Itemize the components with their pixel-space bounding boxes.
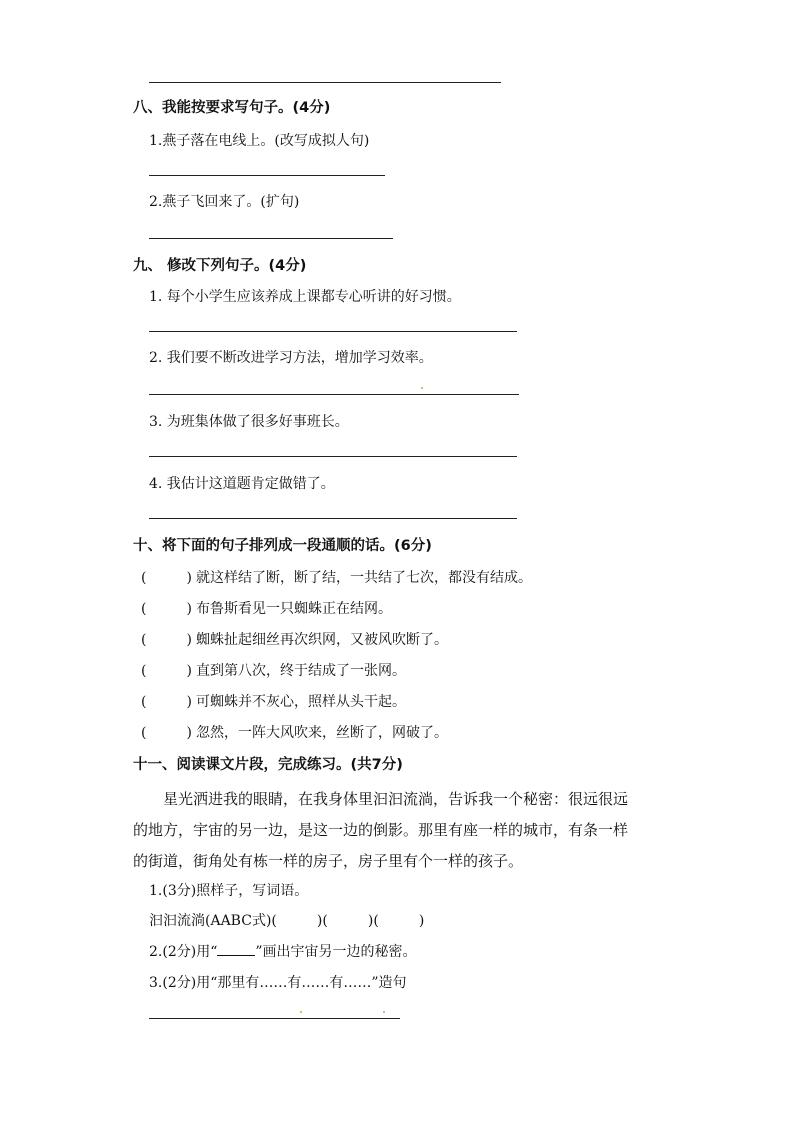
passage-line-2: 的地方，宇宙的另一边，是这一边的倒影。那里有座一样的城市，有条一样 bbox=[133, 821, 629, 839]
order-bracket[interactable]: ( ) bbox=[141, 663, 192, 679]
section-11-title: 十一、阅读课文片段，完成练习。(共7分) bbox=[133, 757, 403, 773]
passage-line-1: 星光洒进我的眼睛，在我身体里汩汩流淌，告诉我一个秘密：很远很远 bbox=[163, 790, 629, 808]
section-8-title: 八、我能按要求写句子。(4分) bbox=[133, 100, 331, 116]
s11-question-2 bbox=[149, 941, 417, 961]
answer-line[interactable] bbox=[149, 394, 519, 395]
answer-line[interactable] bbox=[149, 1018, 400, 1019]
s11-question-2-suffix: ”画出宇宙另一边的秘密。 bbox=[255, 944, 417, 960]
s9-question-1: 1. 每个小学生应该养成上课都专心听讲的好习惯。 bbox=[149, 289, 461, 305]
order-item bbox=[141, 629, 448, 649]
s8-question-1: 1.燕子落在电线上。(改写成拟人句) bbox=[149, 133, 370, 149]
s11-question-1: 1.(3分)照样子，写词语。 bbox=[149, 883, 309, 899]
order-item-text: 直到第八次，终于结成了一张网。 bbox=[195, 663, 406, 679]
answer-line[interactable] bbox=[149, 175, 385, 176]
s9-question-3: 3. 为班集体做了很多好事班长。 bbox=[149, 414, 349, 430]
order-item bbox=[141, 691, 406, 711]
answer-line[interactable] bbox=[149, 456, 517, 457]
answer-line[interactable] bbox=[149, 82, 501, 83]
mark-dot bbox=[300, 1011, 302, 1013]
order-bracket[interactable]: ( ) bbox=[141, 725, 192, 741]
answer-line[interactable] bbox=[149, 518, 517, 519]
s11-question-1-example[interactable]: 汩汩流淌(AABC式)( )( )( ) bbox=[149, 913, 425, 929]
s11-question-2-prefix: 2.(2分)用“ bbox=[149, 944, 218, 960]
s11-question-3: 3.(2分)用“那里有……有……有……”造句 bbox=[149, 975, 407, 991]
mark-dot bbox=[421, 387, 423, 389]
passage-line-3: 的街道，街角处有栋一样的房子，房子里有个一样的孩子。 bbox=[133, 852, 524, 870]
order-item bbox=[141, 598, 392, 618]
mark-dot bbox=[383, 1011, 385, 1013]
answer-line[interactable] bbox=[149, 238, 393, 239]
order-bracket[interactable]: ( ) bbox=[141, 632, 192, 648]
order-item-text: 就这样结了断，断了结，一共结了七次，都没有结成。 bbox=[195, 570, 532, 586]
order-item-text: 布鲁斯看见一只蜘蛛正在结网。 bbox=[195, 601, 392, 617]
order-bracket[interactable]: ( ) bbox=[141, 694, 192, 710]
order-bracket[interactable]: ( ) bbox=[141, 570, 192, 586]
reading-passage bbox=[133, 784, 663, 877]
order-item bbox=[141, 660, 406, 680]
order-item-text: 可蜘蛛并不灰心，照样从头干起。 bbox=[195, 694, 406, 710]
section-9-title: 九、 修改下列句子。(4分) bbox=[133, 258, 307, 274]
s8-question-2: 2.燕子飞回来了。(扩句) bbox=[149, 194, 300, 210]
section-10-title: 十、将下面的句子排列成一段通顺的话。(6分) bbox=[133, 538, 432, 554]
s9-question-4: 4. 我估计这道题肯定做错了。 bbox=[149, 476, 335, 492]
order-bracket[interactable]: ( ) bbox=[141, 601, 192, 617]
order-item-text: 蜘蛛扯起细丝再次织网，又被风吹断了。 bbox=[195, 632, 448, 648]
order-item bbox=[141, 722, 448, 742]
order-item bbox=[141, 567, 532, 587]
underline-marker-blank bbox=[217, 943, 255, 956]
order-item-text: 忽然，一阵大风吹来，丝断了，网破了。 bbox=[195, 725, 448, 741]
answer-line[interactable] bbox=[149, 331, 517, 332]
s9-question-2: 2. 我们要不断改进学习方法，增加学习效率。 bbox=[149, 350, 433, 366]
